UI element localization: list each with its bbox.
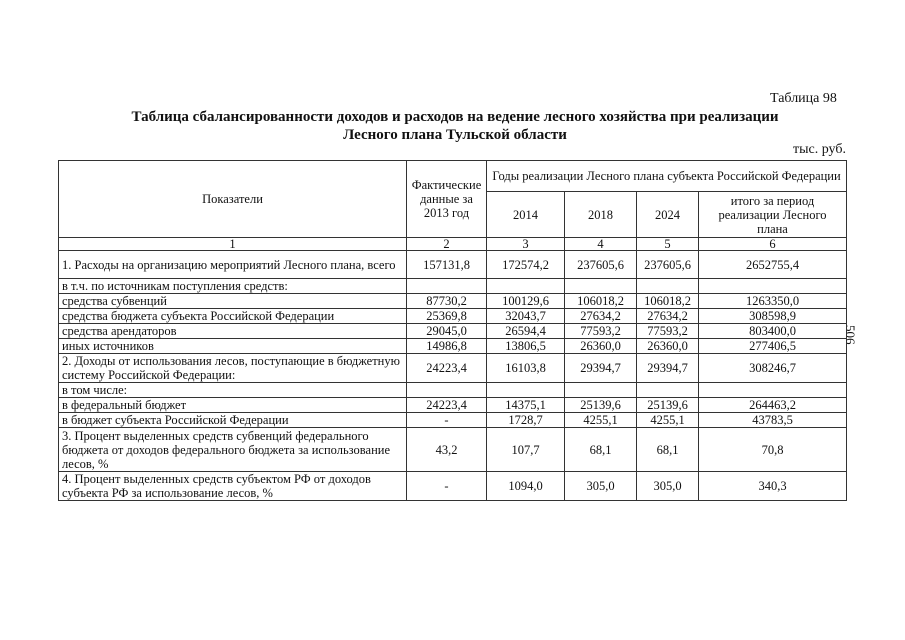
cell-2024: 237605,6 — [637, 251, 699, 279]
cell-2014: 107,7 — [487, 428, 565, 472]
row-label: 4. Процент выделенных средств субъектом РФ от доходов субъекта РФ за использование лесов, % — [59, 472, 407, 501]
header-indicators: Показатели — [59, 161, 407, 238]
table-row — [59, 279, 847, 294]
cell-total — [699, 383, 847, 398]
cell-2014: 13806,5 — [487, 339, 565, 354]
header-year-2018: 2018 — [565, 192, 637, 238]
table-row — [59, 413, 847, 428]
cell-2018: 27634,2 — [565, 309, 637, 324]
column-number: 5 — [637, 238, 699, 251]
cell-actual — [407, 383, 487, 398]
cell-actual: 14986,8 — [407, 339, 487, 354]
cell-total: 803400,0 — [699, 324, 847, 339]
cell-2018: 25139,6 — [565, 398, 637, 413]
header-years-group: Годы реализации Лесного плана субъекта Российской Федерации — [487, 161, 847, 192]
column-numbers-row — [59, 238, 847, 251]
cell-2018 — [565, 279, 637, 294]
cell-total: 308598,9 — [699, 309, 847, 324]
cell-actual: 43,2 — [407, 428, 487, 472]
cell-2014: 26594,4 — [487, 324, 565, 339]
cell-total: 70,8 — [699, 428, 847, 472]
cell-2014: 1728,7 — [487, 413, 565, 428]
cell-total — [699, 279, 847, 294]
column-number: 1 — [59, 238, 407, 251]
cell-actual: - — [407, 472, 487, 501]
cell-2024 — [637, 279, 699, 294]
cell-actual: 24223,4 — [407, 398, 487, 413]
cell-actual: 24223,4 — [407, 354, 487, 383]
cell-2024: 27634,2 — [637, 309, 699, 324]
cell-2018: 77593,2 — [565, 324, 637, 339]
cell-2018: 106018,2 — [565, 294, 637, 309]
cell-total: 1263350,0 — [699, 294, 847, 309]
cell-2014: 172574,2 — [487, 251, 565, 279]
cell-2024: 29394,7 — [637, 354, 699, 383]
table-row — [59, 324, 847, 339]
title-line-2: Лесного плана Тульской области — [343, 127, 567, 143]
cell-actual — [407, 279, 487, 294]
table-row — [59, 339, 847, 354]
table-row — [59, 294, 847, 309]
cell-total: 2652755,4 — [699, 251, 847, 279]
units-label: тыс. руб. — [793, 142, 846, 157]
cell-total: 277406,5 — [699, 339, 847, 354]
cell-2024: 25139,6 — [637, 398, 699, 413]
cell-total: 264463,2 — [699, 398, 847, 413]
cell-2024: 305,0 — [637, 472, 699, 501]
cell-2018: 29394,7 — [565, 354, 637, 383]
row-label: 2. Доходы от использования лесов, поступающие в бюджетную систему Российской Федерации: — [59, 354, 407, 383]
cell-2014: 1094,0 — [487, 472, 565, 501]
cell-2014 — [487, 279, 565, 294]
cell-actual: 157131,8 — [407, 251, 487, 279]
cell-2024: 106018,2 — [637, 294, 699, 309]
cell-2024: 68,1 — [637, 428, 699, 472]
cell-2024: 4255,1 — [637, 413, 699, 428]
row-label: средства арендаторов — [59, 324, 407, 339]
column-number: 4 — [565, 238, 637, 251]
cell-total: 340,3 — [699, 472, 847, 501]
table-row — [59, 398, 847, 413]
cell-2018: 4255,1 — [565, 413, 637, 428]
title-line-1: Таблица сбалансированности доходов и расходов на ведение лесного хозяйства при реализации — [131, 109, 779, 125]
column-number: 3 — [487, 238, 565, 251]
row-label: в бюджет субъекта Российской Федерации — [59, 413, 407, 428]
page-title — [90, 108, 820, 144]
cell-actual: - — [407, 413, 487, 428]
table-number: Таблица 98 — [770, 91, 837, 106]
header-year-2014: 2014 — [487, 192, 565, 238]
cell-actual: 87730,2 — [407, 294, 487, 309]
cell-2014: 14375,1 — [487, 398, 565, 413]
cell-actual: 25369,8 — [407, 309, 487, 324]
page-number: 506 — [843, 325, 858, 345]
table-row — [59, 354, 847, 383]
cell-2014: 32043,7 — [487, 309, 565, 324]
cell-2024: 26360,0 — [637, 339, 699, 354]
cell-2024 — [637, 383, 699, 398]
table-row — [59, 251, 847, 279]
row-label: в т.ч. по источникам поступления средств: — [59, 279, 407, 294]
table-row — [59, 309, 847, 324]
column-number: 2 — [407, 238, 487, 251]
header-actual-2013: Фактические данные за 2013 год — [407, 161, 487, 238]
cell-2018: 237605,6 — [565, 251, 637, 279]
cell-2018: 26360,0 — [565, 339, 637, 354]
header-year-2024: 2024 — [637, 192, 699, 238]
header-total: итого за период реализации Лесного плана — [699, 192, 847, 238]
cell-2014: 16103,8 — [487, 354, 565, 383]
cell-2018: 305,0 — [565, 472, 637, 501]
cell-2014: 100129,6 — [487, 294, 565, 309]
table-row — [59, 472, 847, 501]
cell-total: 308246,7 — [699, 354, 847, 383]
row-label: средства бюджета субъекта Российской Федерации — [59, 309, 407, 324]
row-label: средства субвенций — [59, 294, 407, 309]
balance-table — [58, 160, 847, 501]
row-label: 3. Процент выделенных средств субвенций федерального бюджета от доходов федерального бюджета за использование лесов, % — [59, 428, 407, 472]
row-label: в федеральный бюджет — [59, 398, 407, 413]
row-label: 1. Расходы на организацию мероприятий Лесного плана, всего — [59, 251, 407, 279]
cell-2014 — [487, 383, 565, 398]
column-number: 6 — [699, 238, 847, 251]
table-row — [59, 383, 847, 398]
cell-actual: 29045,0 — [407, 324, 487, 339]
row-label: в том числе: — [59, 383, 407, 398]
cell-2024: 77593,2 — [637, 324, 699, 339]
cell-total: 43783,5 — [699, 413, 847, 428]
cell-2018 — [565, 383, 637, 398]
cell-2018: 68,1 — [565, 428, 637, 472]
table-row — [59, 428, 847, 472]
row-label: иных источников — [59, 339, 407, 354]
